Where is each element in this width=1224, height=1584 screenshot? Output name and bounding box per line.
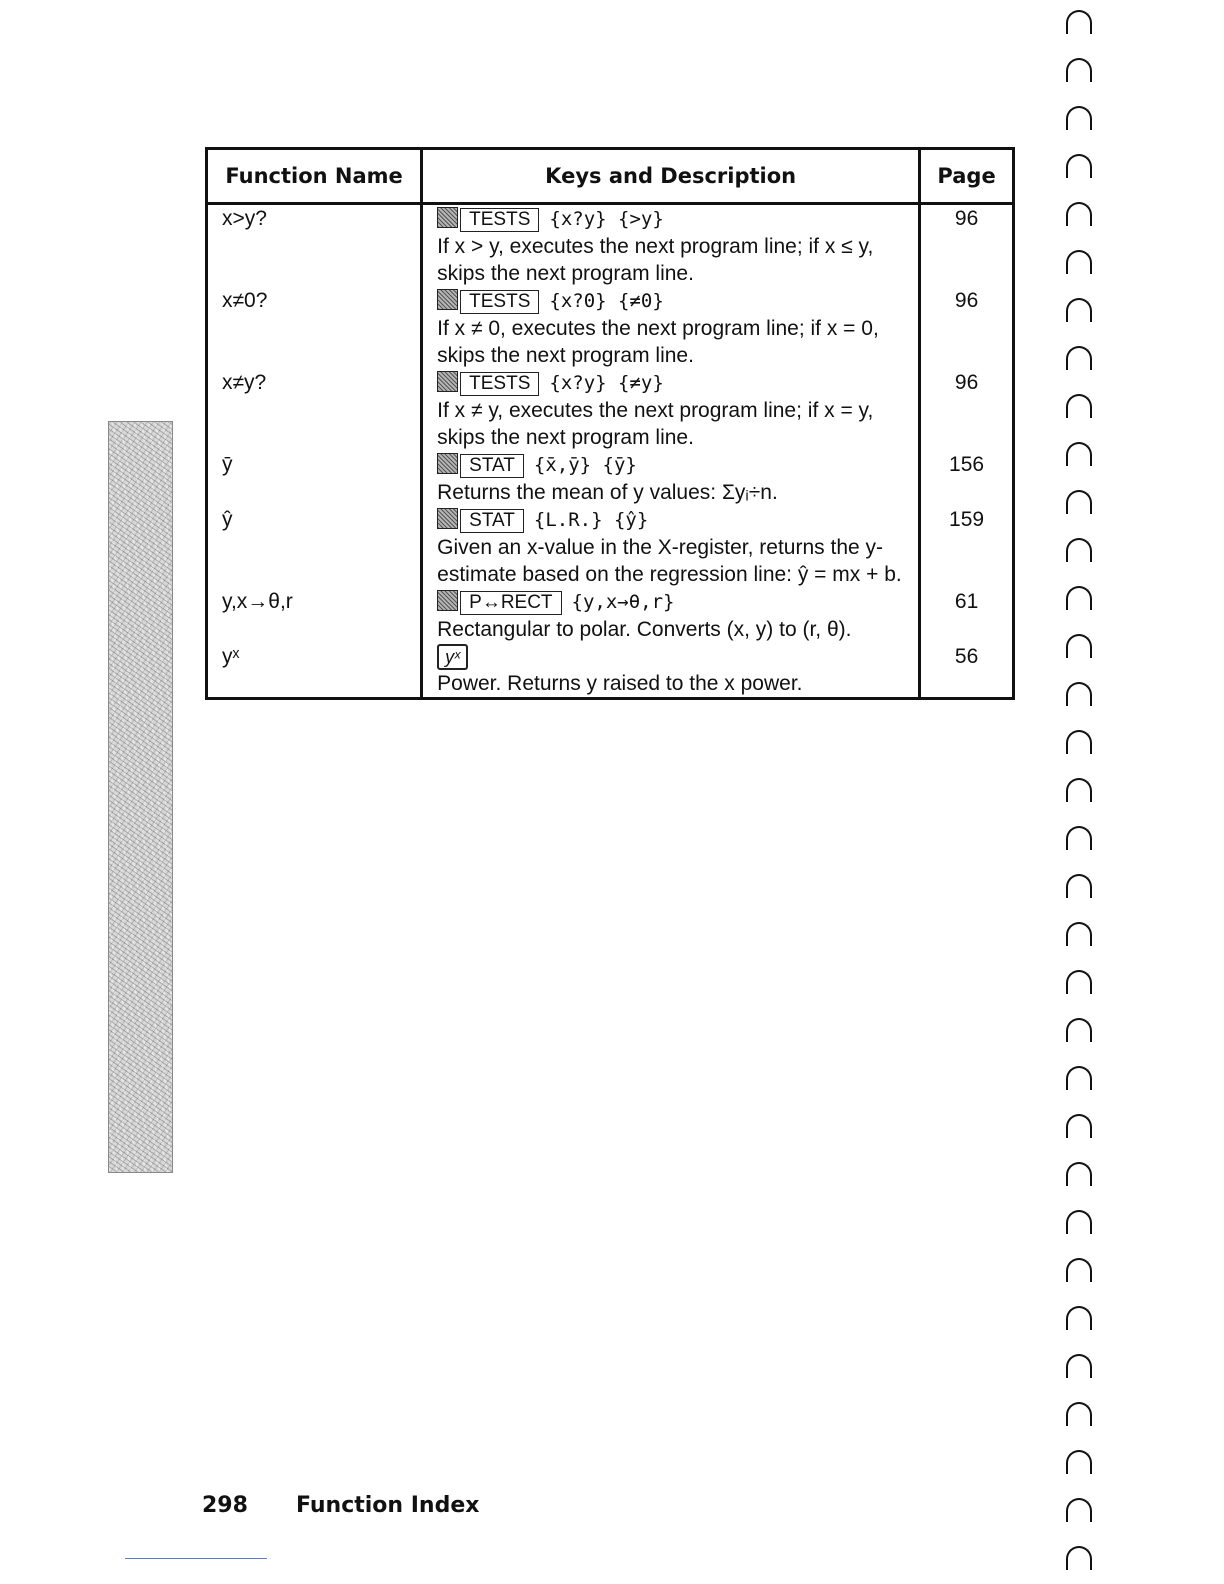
keys-description-cell [422, 506, 920, 588]
function-description: Returns the mean of y values: Σyᵢ÷n. [437, 481, 778, 504]
column-header-keys-description: Keys and Description [422, 149, 920, 204]
softkey-sequence: {x?0} {≠0} [549, 290, 664, 312]
binding-ring [1066, 154, 1092, 178]
binding-ring [1066, 1114, 1092, 1138]
table-row [207, 451, 1014, 506]
softkey-sequence: {L.R.} {ŷ} [533, 509, 649, 531]
table-row [207, 588, 1014, 643]
table-header-row [207, 149, 1014, 204]
table-row [207, 369, 1014, 451]
softkey-sequence: {x̄,ȳ} {ȳ} [533, 454, 637, 476]
binding-ring [1066, 1498, 1092, 1522]
column-header-page: Page [920, 149, 1014, 204]
softkey-sequence: {y,x→θ,r} [571, 591, 675, 613]
softkey-sequence: {x?y} {>y} [549, 208, 664, 230]
page-number: 96 [920, 369, 1014, 451]
function-name: ȳ [207, 451, 422, 506]
menu-key: TESTS [460, 372, 539, 396]
binding-ring [1066, 538, 1092, 562]
keys-description-cell [422, 588, 920, 643]
key-sequence [437, 205, 904, 233]
menu-key: TESTS [460, 290, 539, 314]
key-sequence [437, 451, 904, 479]
binding-ring [1066, 1066, 1092, 1090]
keys-description-cell [422, 204, 920, 288]
binding-ring [1066, 586, 1092, 610]
binding-ring [1066, 1402, 1092, 1426]
function-description: Power. Returns y raised to the x power. [437, 672, 803, 695]
binding-ring [1066, 346, 1092, 370]
shift-key-icon [437, 289, 458, 310]
shift-key-icon [437, 371, 458, 392]
table-row [207, 287, 1014, 369]
function-name: ŷ [207, 506, 422, 588]
keys-description-cell [422, 287, 920, 369]
function-name: y,x→θ,r [207, 588, 422, 643]
keys-description-cell [422, 451, 920, 506]
binding-ring [1066, 1162, 1092, 1186]
binding-ring [1066, 1546, 1092, 1570]
menu-key: TESTS [460, 208, 539, 232]
function-name: x≠y? [207, 369, 422, 451]
menu-key: STAT [460, 454, 524, 478]
binding-ring [1066, 250, 1092, 274]
binding-ring [1066, 58, 1092, 82]
binding-ring [1066, 826, 1092, 850]
binding-ring [1066, 1354, 1092, 1378]
binding-ring [1066, 730, 1092, 754]
shift-key-icon [437, 453, 458, 474]
spiral-binding [1062, 0, 1112, 1584]
binding-ring [1066, 634, 1092, 658]
function-name: yˣ [207, 643, 422, 699]
key-sequence [437, 588, 904, 616]
table-row [207, 506, 1014, 588]
bottom-rule [125, 1558, 267, 1559]
binding-ring [1066, 1450, 1092, 1474]
menu-key: STAT [460, 509, 524, 533]
page-number: 156 [920, 451, 1014, 506]
binding-ring [1066, 1258, 1092, 1282]
page-number: 96 [920, 287, 1014, 369]
binding-ring [1066, 442, 1092, 466]
binding-ring [1066, 1018, 1092, 1042]
binding-ring [1066, 106, 1092, 130]
keys-description-cell [422, 643, 920, 699]
shift-key-icon [437, 590, 458, 611]
shift-key-icon [437, 207, 458, 228]
softkey-sequence: {x?y} {≠y} [549, 372, 664, 394]
menu-key: P↔RECT [460, 591, 561, 615]
key-sequence [437, 287, 904, 315]
function-name: x>y? [207, 204, 422, 288]
binding-ring [1066, 10, 1092, 34]
table-row [207, 643, 1014, 699]
binding-ring [1066, 922, 1092, 946]
function-index-table [205, 147, 1015, 700]
binding-ring [1066, 298, 1092, 322]
key-sequence [437, 506, 904, 534]
key-sequence [437, 369, 904, 397]
power-key: yˣ [437, 644, 468, 670]
shift-key-icon [437, 508, 458, 529]
page-number: 61 [920, 588, 1014, 643]
table-row [207, 204, 1014, 288]
function-description: If x ≠ y, executes the next program line; if x = y, skips the next program line. [437, 399, 874, 449]
page-footer [202, 1493, 479, 1518]
binding-ring [1066, 874, 1092, 898]
footer-section-title: Function Index [295, 1493, 480, 1518]
binding-ring [1066, 490, 1092, 514]
binding-ring [1066, 682, 1092, 706]
page-number: 159 [920, 506, 1014, 588]
page-number: 56 [920, 643, 1014, 699]
binding-ring [1066, 778, 1092, 802]
function-description: Given an x-value in the X-register, returns the y-estimate based on the regression line: ŷ = mx + b. [437, 536, 902, 586]
key-sequence [437, 643, 904, 670]
footer-page-number: 298 [202, 1493, 248, 1518]
binding-ring [1066, 394, 1092, 418]
function-description: If x > y, executes the next program line; if x ≤ y, skips the next program line. [437, 235, 874, 285]
function-description: If x ≠ 0, executes the next program line; if x = 0, skips the next program line. [437, 317, 879, 367]
keys-description-cell [422, 369, 920, 451]
section-tab-marker [108, 421, 173, 1173]
column-header-function-name: Function Name [207, 149, 422, 204]
binding-ring [1066, 970, 1092, 994]
function-name: x≠0? [207, 287, 422, 369]
page-number: 96 [920, 204, 1014, 288]
function-description: Rectangular to polar. Converts (x, y) to (r, θ). [437, 618, 852, 641]
binding-ring [1066, 202, 1092, 226]
binding-ring [1066, 1306, 1092, 1330]
binding-ring [1066, 1210, 1092, 1234]
